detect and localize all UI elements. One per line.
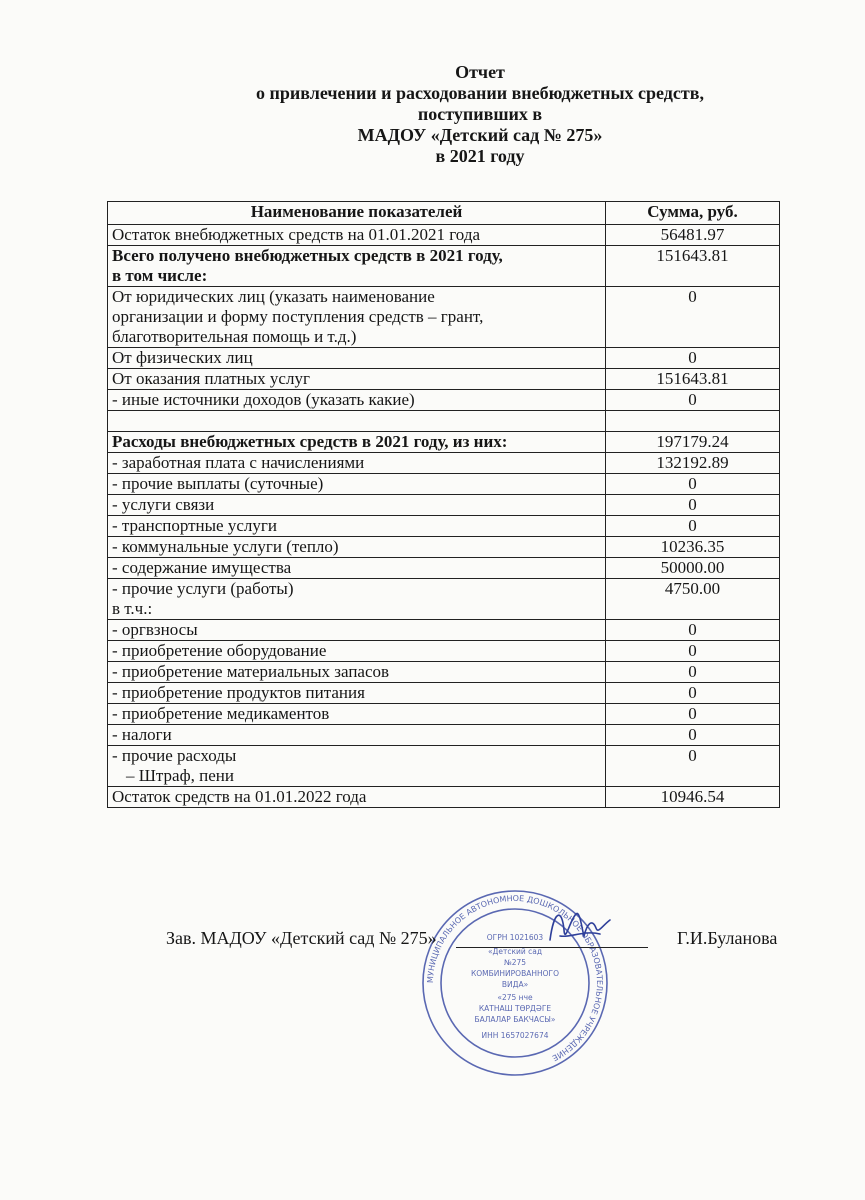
row-label-line: организации и форму поступления средств – грант, [112, 307, 484, 326]
signature-position [166, 928, 437, 949]
table-row [108, 662, 780, 683]
table-row [108, 641, 780, 662]
row-label: - содержание имущества [108, 558, 606, 579]
stamp-text: «Детский сад [487, 947, 543, 956]
row-value: 56481.97 [606, 225, 780, 246]
row-label-line: благотворительная помощь и т.д.) [112, 327, 357, 346]
row-label: - иные источники доходов (указать какие) [108, 390, 606, 411]
row-label-line: в т.ч.: [112, 599, 153, 618]
row-label-line: - прочие услуги (работы) [112, 579, 294, 598]
table-row [108, 787, 780, 808]
title-line-5: в 2021 году [435, 146, 525, 166]
row-label: - услуги связи [108, 495, 606, 516]
row-label: - приобретение оборудование [108, 641, 606, 662]
report-title [0, 62, 865, 167]
row-value: 0 [606, 390, 780, 411]
table-row [108, 683, 780, 704]
row-label: Расходы внебюджетных средств в 2021 году, из них: [108, 432, 606, 453]
row-value: 0 [606, 495, 780, 516]
row-label: - приобретение материальных запасов [108, 662, 606, 683]
row-value: 0 [606, 683, 780, 704]
row-label: - налоги [108, 725, 606, 746]
row-label: Остаток средств на 01.01.2022 года [108, 787, 606, 808]
row-label: - приобретение продуктов питания [108, 683, 606, 704]
row-label-line: От юридических лиц (указать наименование [112, 287, 435, 306]
row-label: - заработная плата с начислениями [108, 453, 606, 474]
title-line-4: МАДОУ «Детский сад № 275» [357, 125, 603, 145]
row-value: 10946.54 [606, 787, 780, 808]
column-header-sum: Сумма, руб. [606, 202, 780, 225]
row-value: 151643.81 [606, 246, 780, 287]
table-row [108, 620, 780, 641]
row-value: 4750.00 [606, 579, 780, 620]
row-value: 0 [606, 516, 780, 537]
column-header-name: Наименование показателей [108, 202, 606, 225]
row-label [108, 579, 606, 620]
row-value: 151643.81 [606, 369, 780, 390]
row-value: 0 [606, 746, 780, 787]
row-label: От физических лиц [108, 348, 606, 369]
row-value: 0 [606, 474, 780, 495]
stamp-text: №275 [503, 958, 527, 967]
row-label: От оказания платных услуг [108, 369, 606, 390]
table-row [108, 369, 780, 390]
table-row [108, 495, 780, 516]
stamp-text: КОМБИНИРОВАННОГО [470, 969, 560, 978]
table-row [108, 725, 780, 746]
table-row [108, 390, 780, 411]
row-value: 132192.89 [606, 453, 780, 474]
table-row [108, 225, 780, 246]
row-value: 0 [606, 287, 780, 348]
row-value: 0 [606, 620, 780, 641]
table-row [108, 287, 780, 348]
row-value: 0 [606, 641, 780, 662]
table-row [108, 246, 780, 287]
row-value: 197179.24 [606, 432, 780, 453]
row-label [108, 411, 606, 432]
stamp-text: «275 нче [497, 993, 533, 1002]
row-value: 0 [606, 662, 780, 683]
table-row [108, 474, 780, 495]
row-label-line: Всего получено внебюджетных средств в 2021 году, [112, 246, 503, 265]
row-label-line: в том числе: [112, 266, 208, 285]
row-label-line: - прочие расходы [112, 746, 237, 765]
table-row [108, 746, 780, 787]
stamp-text: ВИДА» [501, 980, 529, 989]
row-value [606, 411, 780, 432]
row-label-line: – Штраф, пени [126, 766, 234, 785]
row-label: - прочие выплаты (суточные) [108, 474, 606, 495]
report-table [107, 201, 780, 808]
table-row-empty [108, 411, 780, 432]
row-value: 10236.35 [606, 537, 780, 558]
row-label: - транспортные услуги [108, 516, 606, 537]
handwritten-signature [540, 900, 620, 960]
position-text: Зав. МАДОУ «Детский сад № 275» [166, 928, 437, 948]
table-row [108, 537, 780, 558]
title-line-3: поступивших в [417, 104, 543, 124]
table-row [108, 432, 780, 453]
stamp-outer-text: МУНИЦИПАЛЬНОЕ АВТОНОМНОЕ ДОШКОЛЬНОЕ ОБРАЗОВАТЕЛЬНОЕ УЧРЕЖДЕНИЕ [425, 893, 605, 1063]
stamp-text: КАТНАШ ТӨРДӘГЕ [478, 1004, 552, 1013]
row-value: 50000.00 [606, 558, 780, 579]
row-label: Остаток внебюджетных средств на 01.01.2021 года [108, 225, 606, 246]
stamp-text: БАЛАЛАР БАКЧАСЫ» [474, 1015, 556, 1024]
row-label [108, 246, 606, 287]
title-line-2: о привлечении и расходовании внебюджетных средств, [256, 83, 704, 103]
row-label: - коммунальные услуги (тепло) [108, 537, 606, 558]
row-label: - приобретение медикаментов [108, 704, 606, 725]
title-line-1: Отчет [455, 62, 505, 82]
table-row [108, 348, 780, 369]
row-value: 0 [606, 348, 780, 369]
table-row [108, 453, 780, 474]
table-header-row [108, 202, 780, 225]
stamp-ogrn: ОГРН 1021603 [486, 933, 544, 942]
table-row [108, 558, 780, 579]
row-label [108, 746, 606, 787]
table-row [108, 704, 780, 725]
signatory-name: Г.И.Буланова [677, 928, 778, 948]
table-row [108, 516, 780, 537]
row-label: - оргвзносы [108, 620, 606, 641]
row-value: 0 [606, 704, 780, 725]
row-label [108, 287, 606, 348]
row-value: 0 [606, 725, 780, 746]
table-row [108, 579, 780, 620]
stamp-inn: ИНН 1657027674 [481, 1031, 549, 1040]
